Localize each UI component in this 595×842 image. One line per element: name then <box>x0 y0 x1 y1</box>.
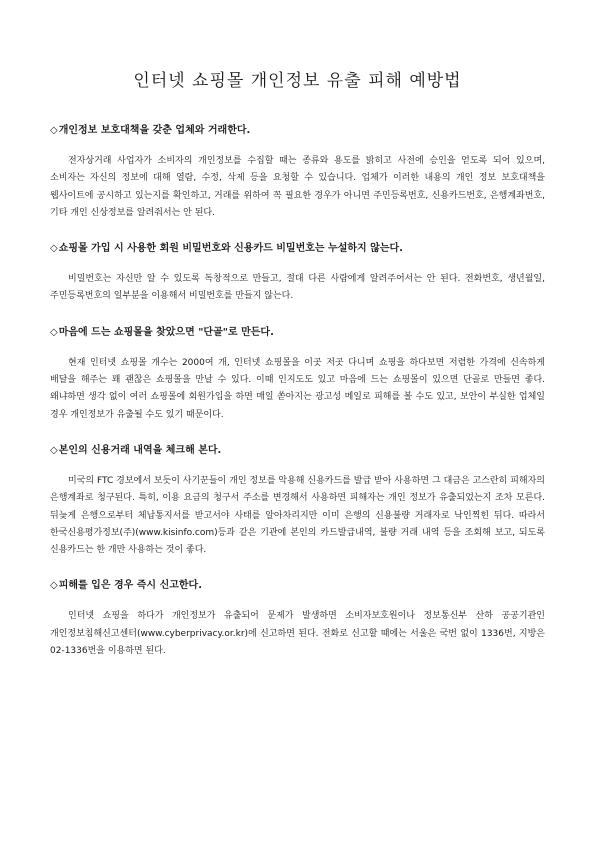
diamond-bullet-icon: ◇ <box>50 243 58 255</box>
section-heading-text: 본인의 신용거래 내역을 체크해 본다. <box>58 444 222 456</box>
section-2 <box>50 242 545 306</box>
section-1 <box>50 124 545 222</box>
section-body: 현재 인터넷 쇼핑몰 개수는 2000여 개, 인터넷 쇼핑몰을 이곳 저곳 다니며 쇼핑을 하다보면 저렴한 가격에 신속하게 배달을 해주는 꽤 괜찮은 쇼핑몰을 만날 수 있다. 이때 인지도도 있고 마음에 드는 쇼핑몰이 있으면 단골로 만들면 좋다. 왜냐하면 생각 없이 여러 쇼핑몰에 회원가입을 하면 매일 쏟아지는 광고성 메일로 피해를 볼 수도 있고, 보안이 부실한 업체일 경우 개인정보가 유출될 수도 있기 때문이다. <box>50 357 545 420</box>
section-body: 비밀번호는 자신만 알 수 있도록 독창적으로 만들고, 절대 다른 사람에게 알려주어서는 안 된다. 전화번호, 생년월일, 주민등록번호의 일부분을 이용해서 비밀번호를 만들지 않는다. <box>50 274 545 302</box>
section-heading-text: 개인정보 보호대책을 갖춘 업체와 거래한다. <box>58 125 251 136</box>
section-body: 전자상거래 사업자가 소비자의 개인정보를 수집할 때는 종류와 용도를 밝히고 사전에 승인을 얻도록 되어 있으며, 소비자는 자신의 정보에 대해 열람, 수정, 삭제 등을 요청할 수 있습니다. 업체가 이러한 내용의 개인 정보 보호대책을 웹사이트에 공시하고 있는지를 확인하고, 거래를 위하여 꼭 필요한 경우가 아니면 주민등록번호, 신용카드번호, 은행계좌번호, 기타 개인 신상정보를 알려줘서는 안 된다. <box>50 156 545 218</box>
document-title: 인터넷 쇼핑몰 개인정보 유출 피해 예방법 <box>133 71 462 91</box>
section-4 <box>50 444 545 559</box>
diamond-bullet-icon: ◇ <box>50 444 58 456</box>
section-heading <box>50 579 545 593</box>
section-heading-text: 피해를 입은 경우 즉시 신고한다. <box>58 580 203 592</box>
section-body: 미국의 FTC 경보에서 보듯이 사기꾼들이 개인 정보를 악용해 신용카드를 발급 받아 사용하면 그 대금은 고스란히 피해자의 은행계좌로 청구된다. 특히, 이용 요금의 청구서 주소를 변경해서 사용하면 피해자는 개인 정보가 유출되었는지 조차 모른다. 뒤늦게 은행으로부터 체납통지서를 받고서야 사태를 알아차리지만 이미 은행의 신용불량 거래자로 낙인찍힌 뒤다. 따라서 한국신용평가정보(주)(www.kisinfo.com)등과 같은 기관에 본인의 카드발급내역, 불량 거래 내역 등을 조회해 보고, 되도록 신용카드는 한 개만 사용하는 것이 좋다. <box>50 475 545 556</box>
diamond-bullet-icon: ◇ <box>50 125 58 136</box>
section-heading <box>50 326 545 340</box>
section-heading <box>50 242 545 256</box>
diamond-bullet-icon: ◇ <box>50 326 58 338</box>
diamond-bullet-icon: ◇ <box>50 580 58 592</box>
section-heading <box>50 444 545 458</box>
section-heading <box>50 124 545 138</box>
section-heading-text: 쇼핑몰 가입 시 사용한 회원 비밀번호와 신용카드 비밀번호는 누설하지 않는다. <box>58 243 403 255</box>
section-3 <box>50 326 545 424</box>
section-heading-text: 마음에 드는 쇼핑몰을 찾았으면 "단골"로 만든다. <box>58 326 274 338</box>
section-5 <box>50 579 545 660</box>
section-body: 인터넷 쇼핑을 하다가 개인정보가 유출되어 문제가 발생하면 소비자보호원이나 정보통신부 산하 공공기관인 개인정보침해신고센터(www.cyberprivacy.or.kr)에 신고하면 된다. 전화로 신고할 때에는 서울은 국번 없이 1336번, 지방은 02-1336번을 이용하면 된다. <box>50 611 545 657</box>
